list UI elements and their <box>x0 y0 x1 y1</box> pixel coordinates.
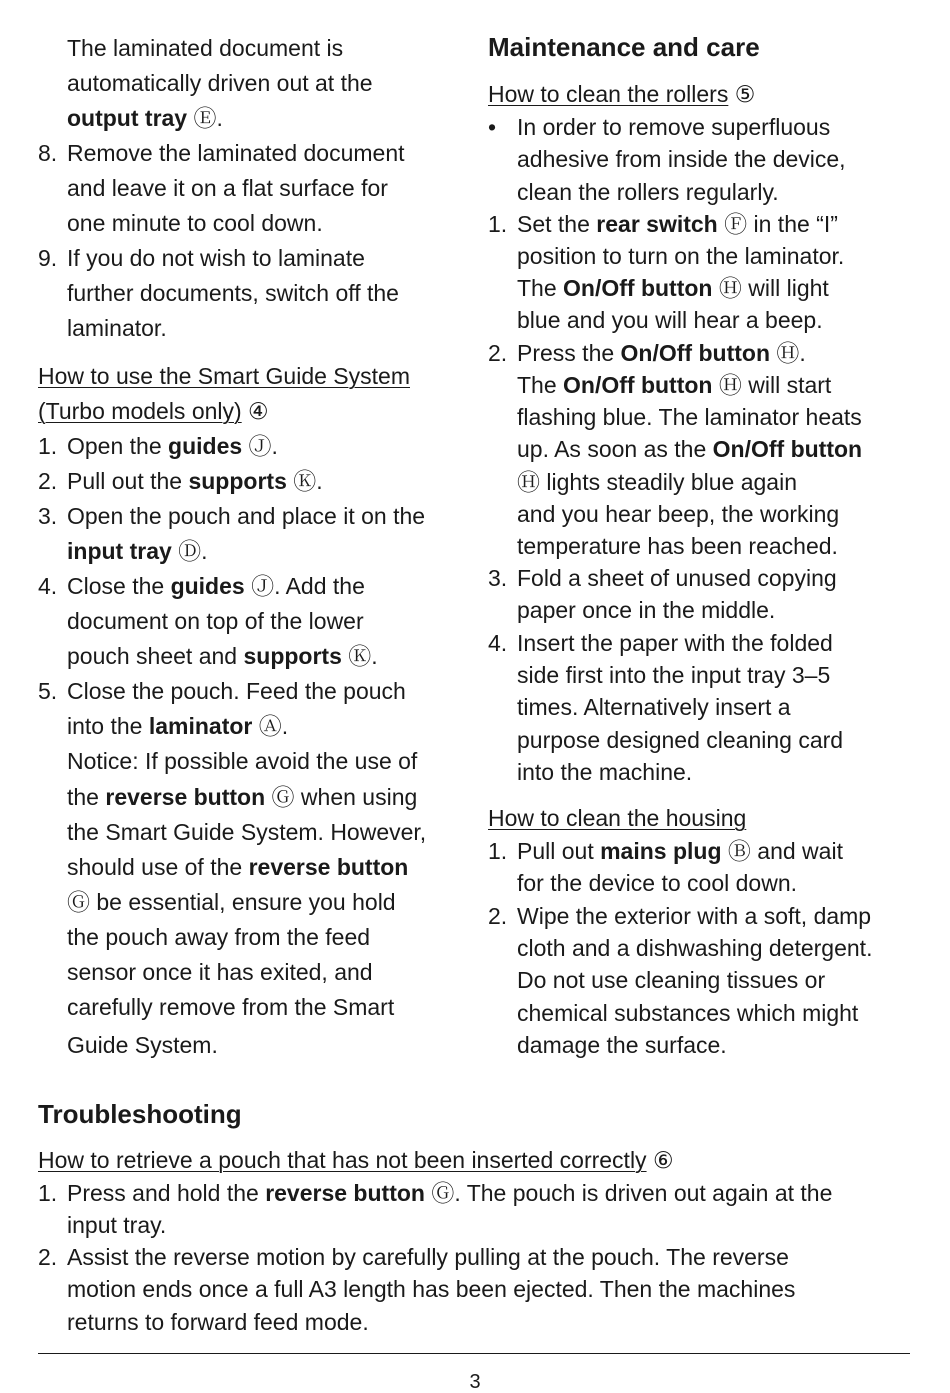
smart-guide-step-3-text: input tray Ⓓ. <box>67 538 208 564</box>
housing-step-2-text: Wipe the exterior with a soft, damp <box>517 903 872 929</box>
rollers-step-4-text: into the machine. <box>517 759 693 785</box>
housing-step-2-number: 2. <box>488 903 508 929</box>
smart-guide-step-5-text: the reverse button Ⓖ when using <box>67 784 418 810</box>
step-9-text: If you do not wish to laminate <box>67 245 365 271</box>
rollers-step-4-text: purpose designed cleaning card <box>517 727 844 753</box>
smart-guide-step-4-text: pouch sheet and supports Ⓚ. <box>67 643 378 669</box>
smart-guide-step-5-text: Guide System. <box>67 1032 218 1058</box>
rollers-step-2-text: flashing blue. The laminator heats <box>517 404 862 430</box>
rollers-step-4-text: times. Alternatively insert a <box>517 694 791 720</box>
rollers-step-1-text: blue and you will hear a beep. <box>517 307 823 333</box>
smart-guide-step-4-text: document on top of the lower <box>67 608 364 634</box>
rollers-step-1-text: Set the rear switch Ⓕ in the “I” <box>517 211 838 237</box>
rollers-bullet-text: clean the rollers regularly. <box>517 178 779 205</box>
housing-step-1-number: 1. <box>488 838 508 864</box>
step-9-text: laminator. <box>67 315 167 341</box>
step-8-text: and leave it on a flat surface for <box>67 175 388 201</box>
troubleshooting-step-1-text: Press and hold the reverse button Ⓖ. The pouch is driven out again at the <box>67 1180 833 1206</box>
rollers-step-2-text: temperature has been reached. <box>517 533 838 559</box>
troubleshooting-step-2-text: returns to forward feed mode. <box>67 1309 369 1335</box>
rollers-step-1-text: The On/Off button Ⓗ will light <box>517 275 829 301</box>
smart-guide-step-5-text: the Smart Guide System. However, <box>67 819 427 845</box>
housing-step-2-text: damage the surface. <box>517 1032 727 1058</box>
footer-divider <box>38 1353 910 1354</box>
rollers-bullet-text: In order to remove superfluous <box>517 114 831 140</box>
step-8-text: Remove the laminated document <box>67 140 405 166</box>
housing-step-1-text: Pull out mains plug Ⓑ and wait <box>517 838 843 864</box>
rollers-step-2-text: Ⓗ lights steadily blue again <box>517 469 797 495</box>
laminate-text: output tray Ⓔ. <box>67 105 223 131</box>
smart-guide-step-5-text: carefully remove from the Smart <box>67 994 395 1020</box>
rollers-step-2-text: and you hear beep, the working <box>517 501 840 527</box>
step-9-text: further documents, switch off the <box>67 280 399 306</box>
troubleshooting-step-2-text: motion ends once a full A3 length has been ejected. Then the machines <box>67 1276 796 1302</box>
rollers-step-4-text: Insert the paper with the folded <box>517 630 833 656</box>
rollers-step-3-number: 3. <box>488 565 508 591</box>
laminate-text: The laminated document is <box>67 35 344 61</box>
rollers-subheading: How to clean the rollers ⑤ <box>488 81 756 107</box>
housing-step-2-text: cloth and a dishwashing detergent. <box>517 935 873 961</box>
rollers-step-3-text: Fold a sheet of unused copying <box>517 565 837 591</box>
troubleshooting-step-2-text: Assist the reverse motion by carefully pulling at the pouch. The reverse <box>67 1244 789 1270</box>
smart-guide-step-5-text: Close the pouch. Feed the pouch <box>67 678 406 704</box>
housing-step-2-text: chemical substances which might <box>517 1000 859 1026</box>
smart-guide-step-3-text: Open the pouch and place it on the <box>67 503 426 529</box>
rollers-bullet: • <box>488 114 497 140</box>
laminate-text: automatically driven out at the <box>67 70 373 96</box>
smart-guide-step-2-number: 2. <box>38 468 58 494</box>
smart-guide-step-5-text: the pouch away from the feed <box>67 924 371 950</box>
smart-guide-step-1-text: Open the guides Ⓙ. <box>67 433 278 459</box>
rollers-step-4-number: 4. <box>488 630 508 656</box>
troubleshooting-heading: Troubleshooting <box>38 1099 242 1129</box>
troubleshooting-step-1-number: 1. <box>38 1180 58 1206</box>
housing-subheading: How to clean the housing <box>488 805 747 831</box>
rollers-step-2-text: The On/Off button Ⓗ will start <box>517 372 832 398</box>
page-number: 3 <box>469 1371 481 1393</box>
rollers-step-3-text: paper once in the middle. <box>517 597 776 623</box>
rollers-step-1-number: 1. <box>488 211 508 237</box>
step-8-text: one minute to cool down. <box>67 210 323 236</box>
troubleshooting-step-1-text: input tray. <box>67 1212 167 1238</box>
step-9-number: 9. <box>38 245 58 271</box>
housing-step-2-text: Do not use cleaning tissues or <box>517 967 826 993</box>
smart-guide-step-5-text: into the laminator Ⓐ. <box>67 713 289 739</box>
smart-guide-step-5-text: sensor once it has exited, and <box>67 959 373 985</box>
smart-guide-title: How to use the Smart Guide System <box>38 363 410 389</box>
smart-guide-step-3-number: 3. <box>38 503 58 529</box>
troubleshooting-step-2-number: 2. <box>38 1244 58 1270</box>
maintenance-heading: Maintenance and care <box>488 32 760 62</box>
housing-step-1-text: for the device to cool down. <box>517 870 797 896</box>
smart-guide-step-4-number: 4. <box>38 573 58 599</box>
smart-guide-step-2-text: Pull out the supports Ⓚ. <box>67 468 323 494</box>
smart-guide-step-1-number: 1. <box>38 433 58 459</box>
rollers-step-2-number: 2. <box>488 340 508 366</box>
smart-guide-step-5-number: 5. <box>38 678 58 704</box>
rollers-step-2-text: Press the On/Off button Ⓗ. <box>517 340 806 366</box>
smart-guide-step-4-text: Close the guides Ⓙ. Add the <box>67 573 365 599</box>
troubleshooting-subheading: How to retrieve a pouch that has not been inserted correctly ⑥ <box>38 1147 674 1173</box>
smart-guide-title: (Turbo models only) ④ <box>38 398 269 424</box>
rollers-step-4-text: side first into the input tray 3–5 <box>517 662 831 688</box>
rollers-step-2-text: up. As soon as the On/Off button <box>517 436 863 462</box>
smart-guide-step-5-text: Notice: If possible avoid the use of <box>67 748 418 774</box>
smart-guide-step-5-text: should use of the reverse button <box>67 854 409 880</box>
smart-guide-step-5-text: Ⓖ be essential, ensure you hold <box>67 889 396 915</box>
rollers-bullet-text: adhesive from inside the device, <box>517 146 846 173</box>
rollers-step-1-text: position to turn on the laminator. <box>517 243 845 269</box>
step-8-number: 8. <box>38 140 58 166</box>
